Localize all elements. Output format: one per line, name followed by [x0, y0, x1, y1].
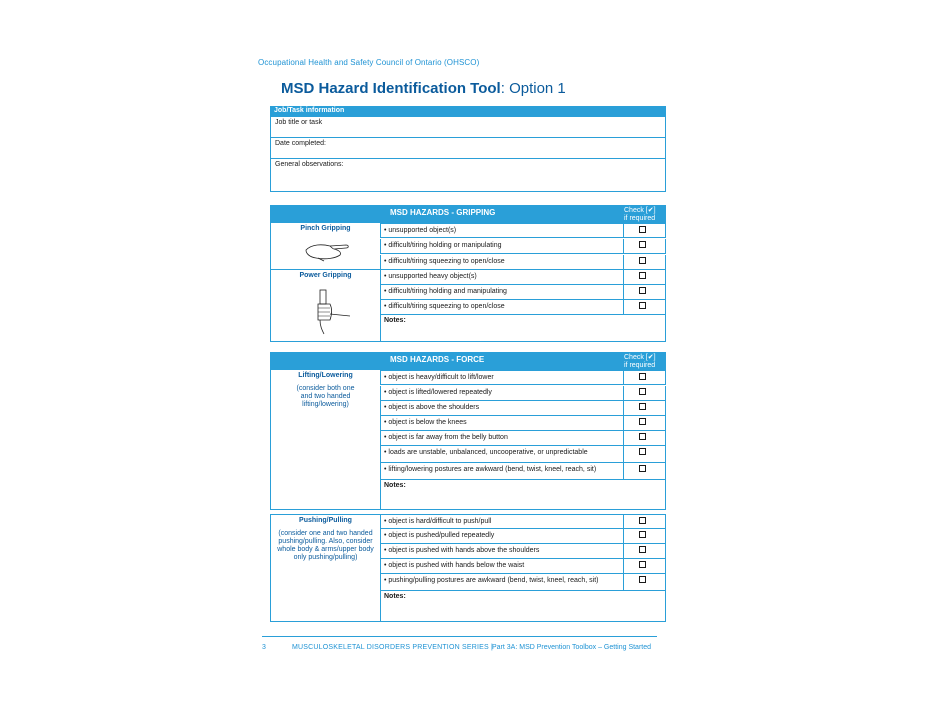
table-row [380, 559, 666, 574]
row-text: • lifting/lowering postures are awkward (bend, twist, kneel, reach, sit) [384, 466, 597, 473]
if-required-label: if required [624, 215, 656, 222]
page-title [281, 80, 566, 97]
row-text: • object is pushed with hands above the shoulders [384, 547, 540, 554]
job-title-label: Job title or task [275, 119, 323, 126]
checkbox[interactable] [639, 226, 646, 233]
column-divider [623, 416, 624, 430]
checkbox[interactable] [639, 257, 646, 264]
pushing-notes-field[interactable] [380, 591, 666, 622]
lifting-notes-field[interactable] [380, 480, 666, 510]
general-observations-label: General observations: [275, 161, 344, 168]
check-label: Check [✔] [624, 207, 656, 214]
gripping-section-title: MSD HAZARDS - GRIPPING [390, 208, 496, 217]
title-option: : Option 1 [500, 80, 566, 97]
footer-part: Part 3A: MSD Prevention Toolbox – Getting Started [492, 644, 652, 651]
power-gripping-label: Power Gripping [299, 272, 352, 279]
job-task-header: Job/Task information [270, 106, 666, 116]
if-required-label: if required [624, 362, 656, 369]
row-text: • difficult/tiring squeezing to open/close [384, 258, 505, 265]
column-divider [623, 239, 624, 253]
column-divider [623, 255, 624, 269]
table-row [380, 370, 666, 385]
pushing-pulling-description: (consider one and two handed pushing/pulling. Also, consider whole body & arms/upper body only pushing/pulling) [277, 530, 374, 561]
table-row [380, 300, 666, 315]
notes-label: Notes: [384, 317, 406, 324]
row-text: • object is lifted/lowered repeatedly [384, 389, 492, 396]
row-text: • difficult/tiring squeezing to open/close [384, 303, 505, 310]
table-row [380, 574, 666, 591]
column-divider [623, 446, 624, 462]
force-section-title: MSD HAZARDS - FORCE [390, 355, 485, 364]
column-divider [623, 463, 624, 479]
row-text: • difficult/tiring holding and manipulating [384, 288, 507, 295]
column-divider [623, 401, 624, 415]
table-row [380, 223, 666, 238]
checkbox[interactable] [639, 433, 646, 440]
row-text: • object is hard/difficult to push/pull [384, 518, 492, 525]
table-row [380, 514, 666, 529]
column-divider [623, 285, 624, 299]
table-row [380, 255, 666, 270]
row-text: • object is above the shoulders [384, 404, 480, 411]
pushing-pulling-cell [270, 514, 380, 622]
column-divider [623, 224, 624, 237]
footer-series: MUSCULOSKELETAL DISORDERS PREVENTION SERIES | [292, 644, 494, 651]
table-row [380, 431, 666, 446]
checkbox[interactable] [639, 576, 646, 583]
lifting-lowering-description: (consider both one and two handed lifting/lowering) [296, 385, 355, 408]
checkbox[interactable] [639, 531, 646, 538]
pinch-grip-illustration-icon [302, 236, 352, 266]
checkbox[interactable] [639, 302, 646, 309]
checkbox[interactable] [639, 388, 646, 395]
table-row [380, 386, 666, 401]
force-section-header [270, 352, 666, 370]
lifting-lowering-cell [270, 370, 380, 510]
table-row [380, 285, 666, 300]
checkbox[interactable] [639, 287, 646, 294]
checkbox[interactable] [639, 546, 646, 553]
force-check-header [624, 354, 656, 370]
date-completed-field[interactable] [270, 137, 666, 159]
column-divider [623, 515, 624, 528]
row-text: • object is far away from the belly button [384, 434, 508, 441]
checkbox[interactable] [639, 418, 646, 425]
row-text: • loads are unstable, unbalanced, uncooperative, or unpredictable [384, 449, 588, 456]
pinch-gripping-label: Pinch Gripping [300, 225, 351, 232]
table-row [380, 463, 666, 480]
notes-label: Notes: [384, 593, 406, 600]
checkbox[interactable] [639, 241, 646, 248]
column-divider [623, 559, 624, 573]
column-divider [623, 544, 624, 558]
row-text: • object is heavy/difficult to lift/lower [384, 374, 494, 381]
pushing-pulling-label: Pushing/Pulling [299, 517, 352, 524]
table-row [380, 270, 666, 285]
general-observations-field[interactable] [270, 158, 666, 192]
table-row [380, 239, 666, 254]
gripping-check-header [624, 207, 656, 223]
notes-label: Notes: [384, 482, 406, 489]
gripping-notes-field[interactable] [380, 315, 666, 342]
check-label: Check [✔] [624, 354, 656, 361]
column-divider [623, 300, 624, 314]
row-text: • unsupported object(s) [384, 227, 457, 234]
column-divider [623, 270, 624, 284]
row-text: • object is pushed with hands below the waist [384, 562, 525, 569]
table-row [380, 416, 666, 431]
checkbox[interactable] [639, 448, 646, 455]
checkbox[interactable] [639, 403, 646, 410]
table-row [380, 401, 666, 416]
checkbox[interactable] [639, 373, 646, 380]
table-row [380, 529, 666, 544]
lifting-lowering-label: Lifting/Lowering [298, 372, 353, 379]
column-divider [623, 574, 624, 590]
page-number: 3 [262, 644, 266, 651]
column-divider [623, 371, 624, 384]
date-completed-label: Date completed: [275, 140, 326, 147]
column-divider [623, 386, 624, 400]
row-text: • object is below the knees [384, 419, 467, 426]
job-title-field[interactable] [270, 116, 666, 138]
table-row [380, 544, 666, 559]
row-text: • pushing/pulling postures are awkward (bend, twist, kneel, reach, sit) [384, 577, 599, 584]
row-text: • object is pushed/pulled repeatedly [384, 532, 495, 539]
checkbox[interactable] [639, 465, 646, 472]
column-divider [623, 431, 624, 445]
footer-rule [262, 636, 657, 637]
organization-name: Occupational Health and Safety Council of Ontario (OHSCO) [258, 58, 480, 67]
row-text: • unsupported heavy object(s) [384, 273, 477, 280]
checkbox[interactable] [639, 561, 646, 568]
gripping-section-header [270, 205, 666, 223]
title-bold: MSD Hazard Identification Tool [281, 80, 501, 97]
table-row [380, 446, 666, 463]
checkbox[interactable] [639, 517, 646, 524]
column-divider [623, 529, 624, 543]
checkbox[interactable] [639, 272, 646, 279]
row-text: • difficult/tiring holding or manipulating [384, 242, 502, 249]
power-grip-illustration-icon [308, 288, 354, 336]
